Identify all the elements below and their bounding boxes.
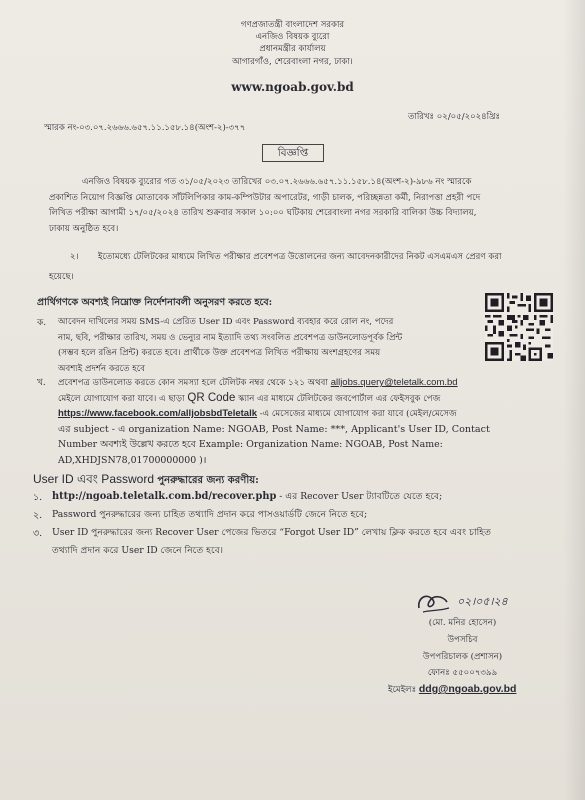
step-2-text: Password পুনরুদ্ধারের জন্য চাহিত তথ্যাদি প্রদান করে পাসওয়ার্ডটি জেনে নিতে হবে; bbox=[52, 509, 368, 520]
signatory-name: (মো. মনির হোসেন) bbox=[428, 618, 497, 628]
item-ka-line-4: অবশ্যই প্রদর্শন করতে হবে bbox=[58, 363, 146, 374]
signatory-phone: ফোনঃ ৫৫০০৭৩৯৯ bbox=[427, 668, 498, 678]
item-kha-line-3-post: -এ মেসেজের মাধ্যমে যোগাযোগ করা যাবে (মেইল/মেসেজ bbox=[257, 409, 457, 419]
item-kha-line-3 bbox=[58, 406, 563, 422]
recovery-heading-pre: User ID এবং Password bbox=[33, 472, 158, 486]
item-kha-line-6: AD,XHDJSN78,01700000000 )। bbox=[58, 454, 207, 466]
step-3-text: User ID পুনরুদ্ধারের জন্য Recover User পেজের ভিতরে “Forgot User ID” লেখায় ক্লিক করতে হবে এবং চাহিত bbox=[52, 527, 491, 538]
intro-line-3: লিখিত পরীক্ষা আগামী ১৭/০৫/২০২৪ তারিখ শুক্রবার সকাল ১০:০০ ঘটিকায় শেরেবাংলা নগর সরকারি বালিকা উচ্চ বিদ্যালয়, bbox=[49, 208, 477, 218]
step-2-number: ২. bbox=[33, 510, 43, 521]
signatory-title-2: উপপরিচালক (প্রশাসন) bbox=[422, 652, 503, 662]
signature-date: ০২।০৫।২৪ bbox=[457, 595, 508, 608]
signatory-email-link[interactable]: ddg@ngoab.gov.bd bbox=[418, 683, 517, 695]
intro-line-4: ঢাকায় অনুষ্ঠিত হবে। bbox=[49, 223, 119, 234]
notice-title: বিজ্ঞপ্তি bbox=[262, 144, 324, 162]
item-ka-text bbox=[58, 315, 478, 377]
recovery-heading-post: পুনরুদ্ধারের জন্য করণীয়: bbox=[157, 475, 259, 486]
item-kha-marker: খ. bbox=[37, 378, 46, 388]
page-shadow bbox=[563, 0, 585, 800]
item-kha-text bbox=[58, 375, 563, 468]
header-website: www.ngoab.gov.bd bbox=[231, 80, 354, 94]
step-1-text bbox=[52, 491, 442, 503]
header-line-1: গণপ্রজাতন্ত্রী বাংলাদেশ সরকার bbox=[240, 20, 345, 30]
signatory-title-1: উপসচিব bbox=[447, 635, 478, 645]
step-1-post: - এর Recover User ট্যাবটিতে যেতে হবে; bbox=[276, 491, 443, 502]
step-1-number: ১. bbox=[33, 492, 43, 503]
recover-url-link[interactable]: http://ngoab.teletalk.com.bd/recover.php bbox=[52, 491, 277, 502]
item-kha-line-1-text: প্রবেশপত্র ডাউনলোড করতে কোন সমস্যা হলে টেলিটক নম্বর থেকে ১২১ অথবা bbox=[58, 378, 331, 388]
item-ka-line-1: আবেদন দাখিলের সময় SMS-এ প্রেরিত User ID এবং Password ব্যবহার করে রোল নং, পদের bbox=[58, 317, 394, 327]
item-kha-line-2-pre: মেইলে যোগাযোগ করা যাবে। এ ছাড়া bbox=[58, 393, 188, 404]
header-line-4: আগারগাঁও, শেরেবাংলা নগর, ঢাকা। bbox=[232, 57, 353, 67]
recovery-heading bbox=[33, 473, 259, 487]
para2-number: ২। bbox=[70, 252, 79, 262]
qr-code-image[interactable] bbox=[484, 293, 554, 361]
signatory-email bbox=[388, 683, 516, 696]
item-kha-line-2-post: স্ক্যান এর মাধ্যমে টেলিটকের জবপোর্টাল এর ফেইসবুক পেজ bbox=[235, 393, 441, 404]
memo-date: তারিখঃ ০২/০৫/২০২৪খ্রিঃ bbox=[408, 112, 500, 122]
qr-code-label: QR Code bbox=[187, 391, 236, 404]
step-3-number: ৩. bbox=[33, 528, 43, 539]
header-line-3: প্রধানমন্ত্রীর কার্যালয় bbox=[259, 44, 326, 54]
item-ka-marker: ক. bbox=[37, 318, 47, 328]
memo-number: স্মারক নং-০৩.০৭.২৬৬৬.৬৫৭.১১.১৫৮.১৪(অংশ-২)-৩৭৭ bbox=[44, 123, 246, 133]
item-ka-line-2: নাম, ছবি, পরীক্ষার তারিখ, সময় ও ভেন্যুর নাম ইত্যাদি তথ্য সংবলিত প্রবেশপত্র ডাউনলোডপূর্বক প্রিন্ট bbox=[58, 332, 403, 343]
item-kha-line-1 bbox=[58, 375, 563, 391]
header-line-2: এনজিও বিষয়ক ব্যুরো bbox=[255, 32, 330, 42]
step-3-text-line-2: তথ্যাদি প্রদান করে User ID জেনে নিতে হবে। bbox=[52, 545, 224, 556]
item-kha-line-2 bbox=[58, 391, 563, 407]
instructions-heading: প্রার্থিগণকে অবশ্যই নিম্নোক্ত নির্দেশনাবলী অনুসরণ করতে হবে: bbox=[37, 297, 273, 308]
support-email-link[interactable]: alljobs.query@teletalk.com.bd bbox=[330, 377, 458, 388]
item-kha-line-4: এর subject - এ organization Name: NGOAB, Post Name: ***, Applicant's User ID, Contact bbox=[58, 423, 490, 435]
signatory-email-label: ইমেইলঃ bbox=[388, 685, 419, 695]
item-kha-line-5: Number অবশ্যই উল্লেখ করতে হবে Example: Organization Name: NGOAB, Post Name: bbox=[58, 439, 443, 450]
item-ka-line-3: (সম্ভব হলে রঙিন প্রিন্ট) করতে হবে। প্রার্থীকে উক্ত প্রবেশপত্র লিখিত পরীক্ষায় অংশগ্রহণের সময় bbox=[58, 348, 381, 358]
para2-line-1: ইতোমধ্যে টেলিটকের মাধ্যমে লিখিত পরীক্ষার প্রবেশপত্র উত্তোলনের জন্য আবেদনকারীদের নিকট এসএমএস প্রেরণ করা bbox=[98, 252, 502, 262]
para2-line-2: হয়েছে। bbox=[49, 272, 74, 282]
intro-line-1: এনজিও বিষয়ক ব্যুরোর গত ৩১/০৫/২০২৩ তারিখের ০৩.০৭.২৬৬৬.৬৫৭.১১.১৫৮.১৪(অংশ-২)-৯৮৬ নং স্মারকে bbox=[82, 177, 472, 187]
intro-line-2: প্রকাশিত নিয়োগ বিজ্ঞপ্তি মোতাবেক সাঁটলিপিকার কাম-কম্পিউটার অপারেটর, গাড়ী চালক, পরিচ্ছন্নতা কর্মী, নিরাপত্তা প্রহরী পদে bbox=[49, 192, 481, 203]
intro-paragraph bbox=[49, 175, 559, 237]
facebook-page-link[interactable]: https://www.facebook.com/alljobsbdTeletalk bbox=[58, 408, 258, 419]
signature bbox=[413, 590, 543, 618]
